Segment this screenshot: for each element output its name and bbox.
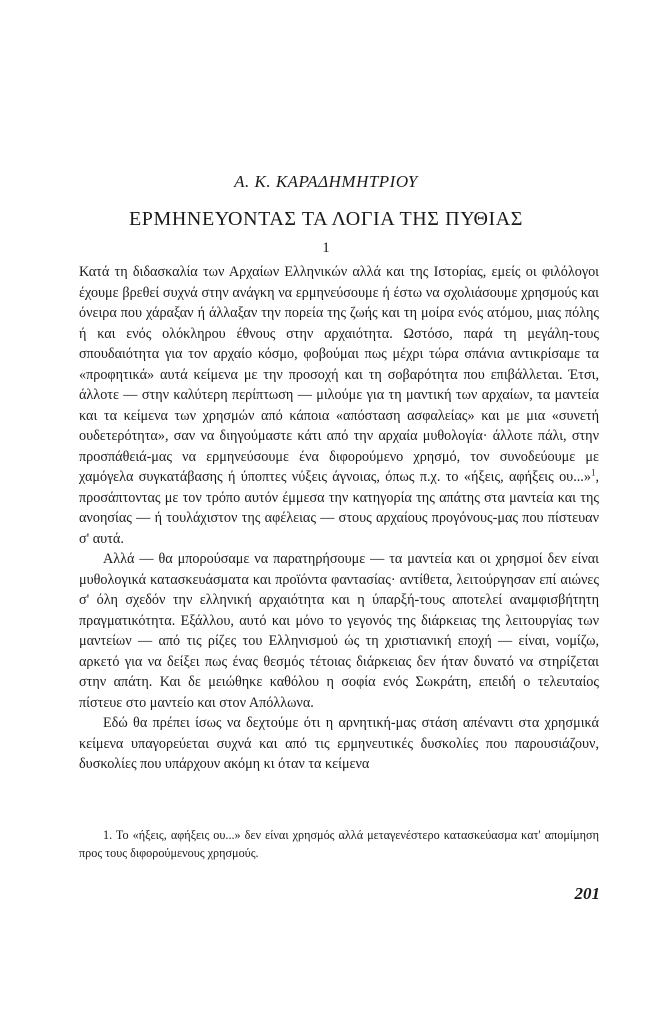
section-number: 1 [322, 240, 330, 256]
paragraph-1 [79, 262, 599, 549]
paragraph-3: Εδώ θα πρέπει ίσως να δεχτούμε ότι η αρνητική-μας στάση απέναντι στα χρησμικά κείμενα υπαγορεύεται συχνά και από τις ερμηνευτικές δυσκολίες που παρουσιάζουν, δυσκολίες που υπάρχουν ακόμη κι όταν τα κείμενα [79, 715, 599, 772]
footnote [79, 826, 599, 862]
paragraph-2: Αλλά — θα μπορούσαμε να παρατηρήσουμε — τα μαντεία και οι χρησμοί δεν είναι μυθολογικά κατασκευάσματα και προϊόντα φαντασίας· αντίθετα, λειτούργησαν επί αιώνες σ' όλη σχεδόν την ελληνική αρχαιότητα και η ύπαρξή-τους αποτελεί αναμφισβήτητη πραγματικότητα. Εξάλλου, αυτό και μόνο το γεγονός της διάρκειας της λειτουργίας των μαντείων — από τις ρίζες του Ελληνισμού ώς τη χριστιανική εποχή — είναι, νομίζω, αρκετό για να δείξει πως ένας θεσμός τέτοιας διάρκειας δεν ήταν δυνατό να στηρίζεται στην απάτη. Και δε μειώθηκε καθόλου η σοφία ενός Σωκράτη, επειδή ο τελευταίος πίστευε στο μαντείο και στον Απόλλωνα. [79, 551, 599, 711]
article-title: ΕΡΜΗΝΕΥΟΝΤΑΣ ΤΑ ΛΟΓΙΑ ΤΗΣ ΠΥΘΙΑΣ [128, 208, 524, 230]
paragraph-1-continuation: , προσάπτοντας με τον τρόπο αυτόν έμμεσα την κατηγορία της απάτης στα μαντεία και της ανοησίας — ή τουλάχιστον της αφέλειας — στους αρχαίους προγόνους-μας που πίστευαν σ' αυτά. [79, 469, 599, 547]
author-name: Α. Κ. ΚΑΡΑΔΗΜΗΤΡΙΟΥ [234, 172, 418, 191]
footnote-text: 1. Το «ήξεις, αφήξεις ου...» δεν είναι χρησμός αλλά μεταγενέστερο κατασκεύασμα κατ' απομίμηση προς τους διφορούμενους χρησμούς. [79, 828, 599, 860]
footnote-marker: 1 [590, 467, 596, 478]
paragraph-1-text: Κατά τη διδασκαλία των Αρχαίων Ελληνικών αλλά και της Ιστορίας, εμείς οι φιλόλογοι έχουμε βρεθεί συχνά στην ανάγκη να ερμηνεύσουμε ή έστω να σχολιάσουμε χρησμούς και όνειρα που χάραξαν ή άλλαξαν την πορεία της ζωής και τη μοίρα ενός ατόμου, μιας πόλης ή και ενός ολόκληρου έθνους στην αρχαιότητα. Ωστόσο, παρά τη μεγάλη-τους σπουδαιότητα για τον αρχαίο κόσμο, φοβούμαι πως μέχρι τώρα σπάνια αντικρίσαμε τα «προφητικά» αυτά κείμενα με την προσοχή και τη σοβαρότητα που επιβάλλεται. Έτσι, άλλοτε — στην καλύτερη περίπτωση — μιλούμε για τη μαντική των αρχαίων, τα μαντεία και τα κείμενα των χρησμών από κάποια «απόσταση ασφαλείας» και με μια «συνετή ουδετερότητα», σαν να διηγούμαστε κάτι από την αρχαία μυθολογία· άλλοτε πάλι, στην προσπάθειά-μας να ερμηνεύσουμε ένα διφορούμενο χρησμό, τον συνοδεύουμε με χαμόγελα συγκατάβασης ή ύποπτες νύξεις άγνοιας, όπως π.χ. το «ήξεις, αφήξεις ου...» [79, 264, 599, 485]
article-body [79, 262, 599, 775]
page-number: 201 [574, 884, 600, 903]
